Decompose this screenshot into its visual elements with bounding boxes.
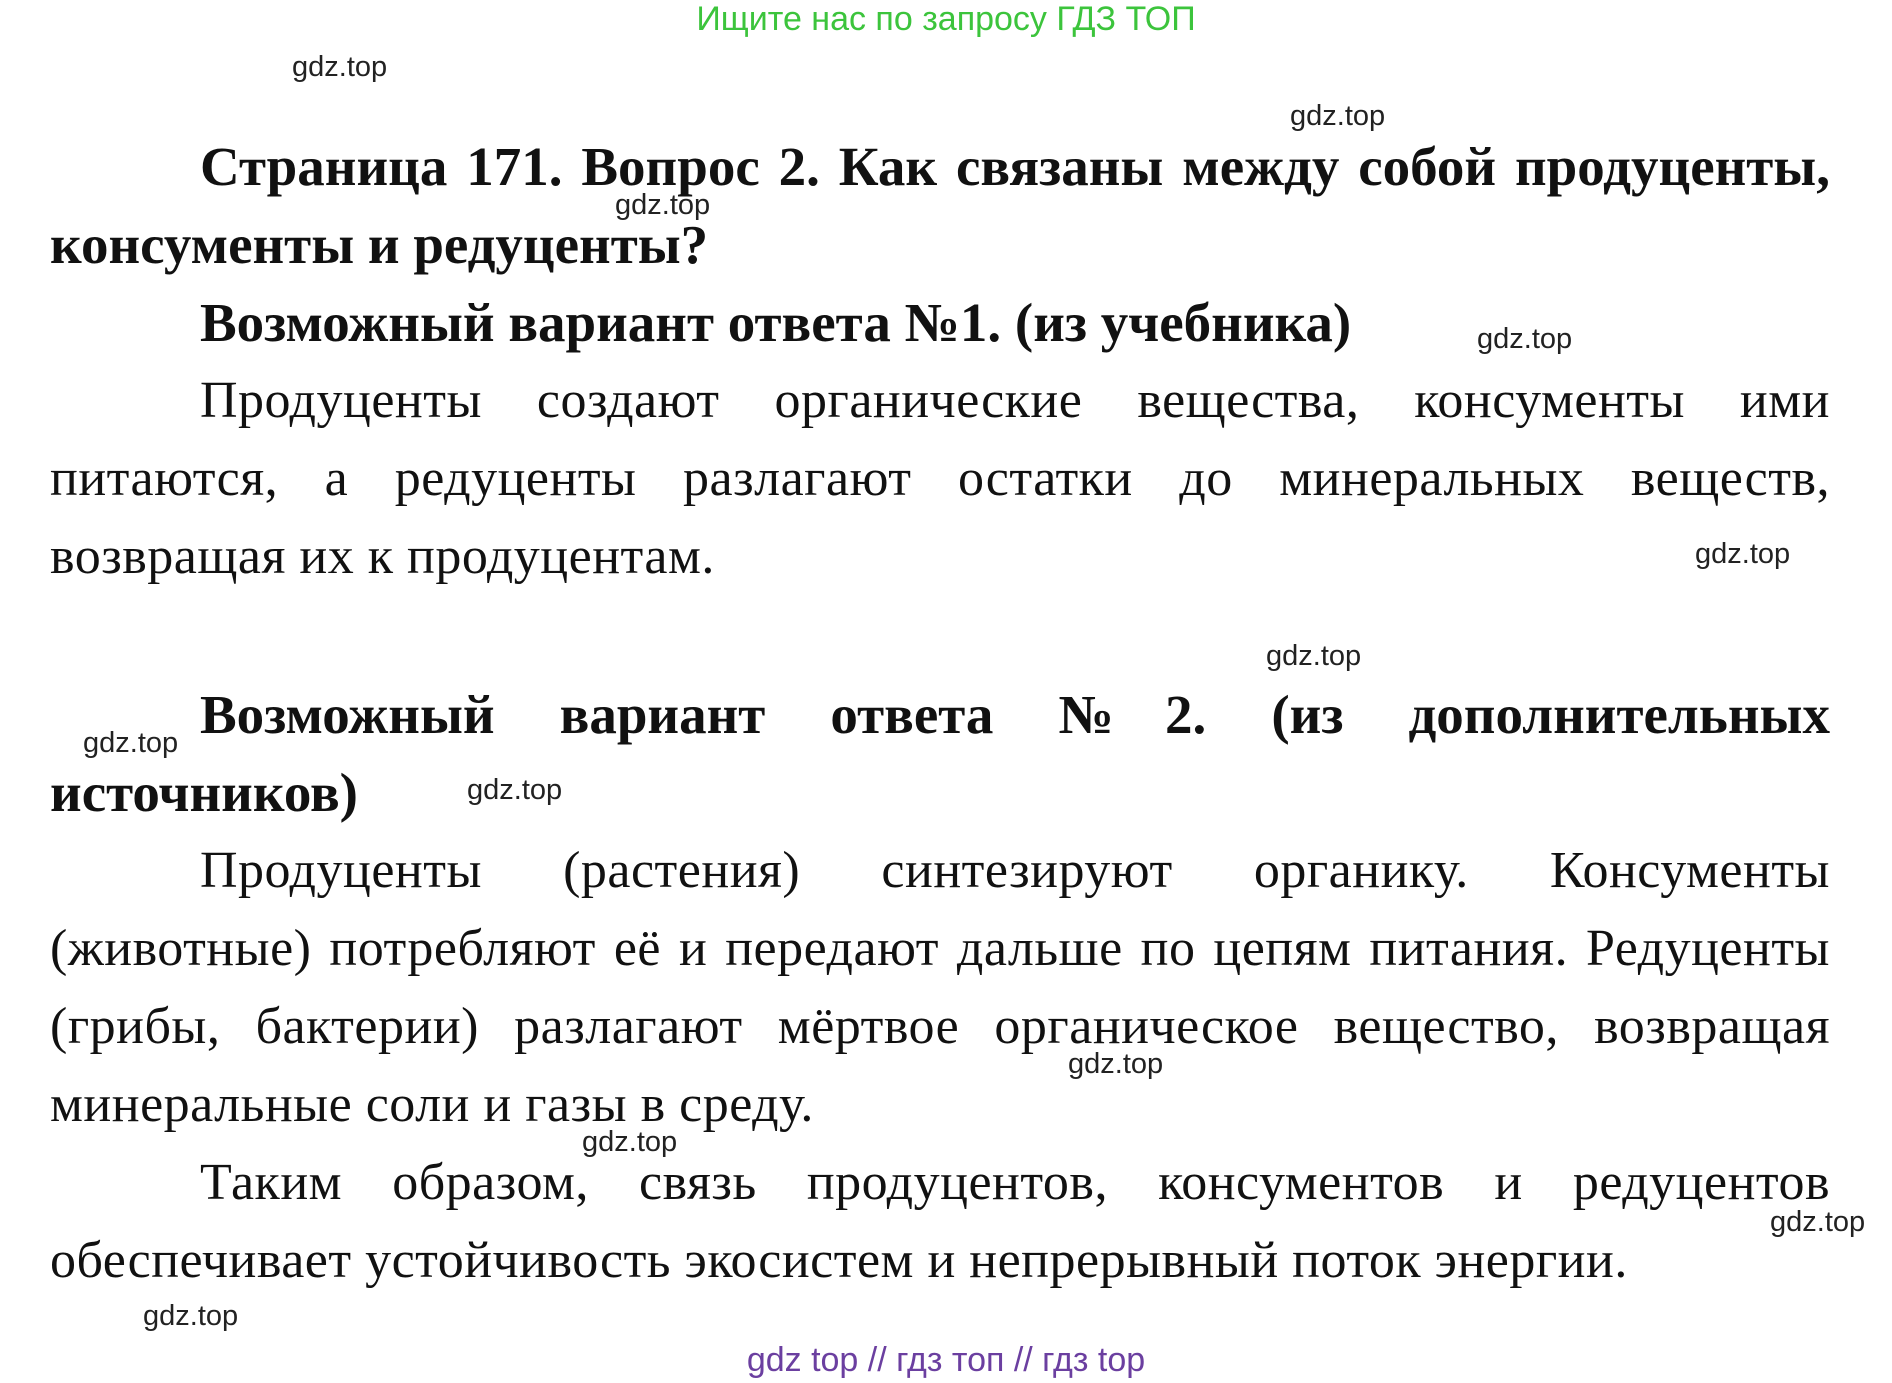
watermark: gdz.top xyxy=(143,1300,239,1332)
watermark: gdz.top xyxy=(83,727,179,759)
answer-2-paragraph-1: Продуценты (растения) синтезируют органику. Консументы (животные) потребляют её и передают дальше по цепям питания. Редуценты (грибы, бактерии) разлагают мёртвое органическое вещество, возвращая минеральные соли и газы в среду. xyxy=(50,842,1830,1133)
watermark: gdz.top xyxy=(467,774,563,806)
answer-2-paragraph-2: Таким образом, связь продуцентов, консументов и редуцентов обеспечивает устойчивость экосистем и непрерывный поток энергии. xyxy=(50,1154,1830,1289)
watermark: gdz.top xyxy=(1695,538,1791,570)
watermark: gdz.top xyxy=(1290,100,1386,132)
watermark: gdz.top xyxy=(1477,323,1573,355)
document-body xyxy=(50,128,1830,1300)
watermark: gdz.top xyxy=(1266,640,1362,672)
question-title: Страница 171. Вопрос 2. Как связаны между собой продуценты, консументы и редуценты? xyxy=(50,136,1830,275)
watermark: gdz.top xyxy=(582,1126,678,1158)
watermark: gdz.top xyxy=(1770,1206,1866,1238)
answer-1-heading: Возможный вариант ответа №1. (из учебника) xyxy=(200,292,1352,353)
watermark: gdz.top xyxy=(615,189,711,221)
answer-1-text: Продуценты создают органические вещества, консументы ими питаются, а редуценты разлагают остатки до минеральных веществ, возвращая их к продуцентам. xyxy=(50,372,1830,585)
footer-text: gdz top // гдз топ // гдз top xyxy=(746,1341,1146,1379)
watermark: gdz.top xyxy=(1068,1048,1164,1080)
answer-2-heading: Возможный вариант ответа №2. (из дополнительных источников) xyxy=(50,684,1830,823)
watermark: gdz.top xyxy=(292,51,388,83)
search-banner: Ищите нас по запросу ГДЗ ТОП xyxy=(696,0,1196,38)
